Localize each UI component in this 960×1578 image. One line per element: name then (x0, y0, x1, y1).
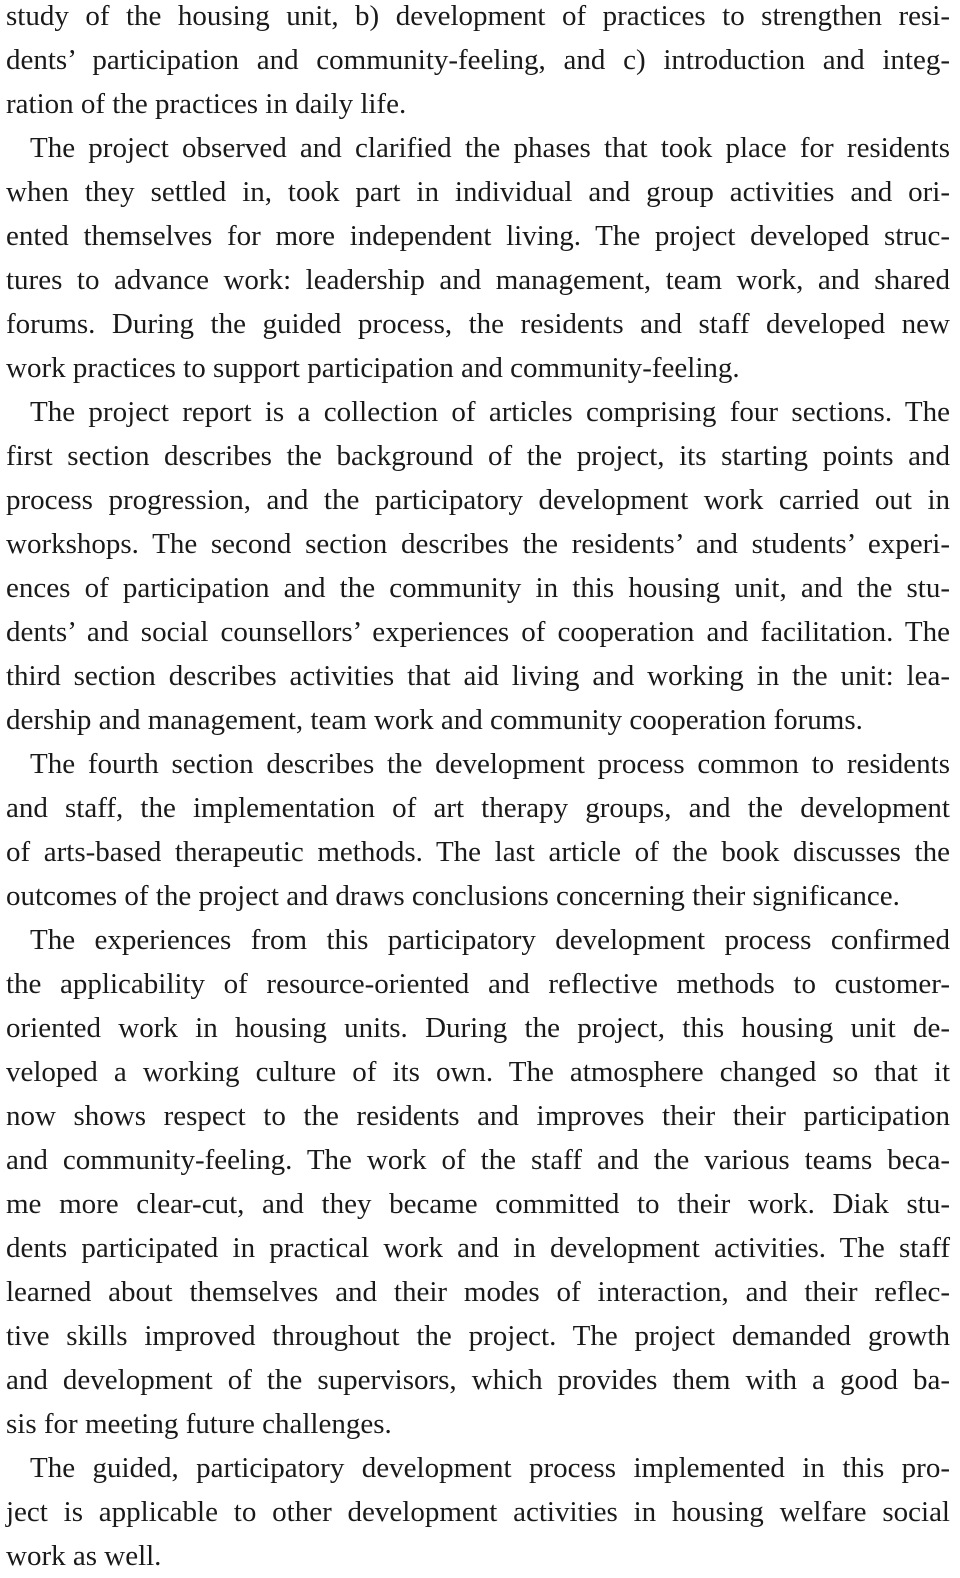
text-line: dents’ participation and community-feeling, and c) introduction and integ- (6, 44, 950, 76)
text-line: The project observed and clarified the phases that took place for residents (30, 132, 950, 164)
text-line: The fourth section describes the development process common to residents (30, 748, 950, 780)
text-line: and community-feeling. The work of the staff and the various teams beca- (6, 1144, 950, 1176)
text-line: now shows respect to the residents and improves their their participation (6, 1100, 950, 1132)
text-line: sis for meeting future challenges. (6, 1408, 392, 1440)
text-line: and staff, the implementation of art therapy groups, and the development (6, 792, 950, 824)
text-line: oriented work in housing units. During the project, this housing unit de- (6, 1012, 950, 1044)
text-line: ented themselves for more independent living. The project developed struc- (6, 220, 950, 252)
paragraph-6 (0, 1446, 960, 1578)
text-line: third section describes activities that aid living and working in the unit: lea- (6, 660, 950, 692)
text-line: The project report is a collection of articles comprising four sections. The (30, 396, 950, 428)
text-line: tures to advance work: leadership and management, team work, and shared (6, 264, 950, 296)
text-line: of arts-based therapeutic methods. The last article of the book discusses the (6, 836, 950, 868)
text-line: and development of the supervisors, which provides them with a good ba- (6, 1364, 950, 1396)
text-line: process progression, and the participatory development work carried out in (6, 484, 950, 516)
text-line: forums. During the guided process, the residents and staff developed new (6, 308, 950, 340)
paragraph-3 (0, 390, 960, 742)
text-line: tive skills improved throughout the project. The project demanded growth (6, 1320, 950, 1352)
text-line: study of the housing unit, b) development of practices to strengthen resi- (6, 0, 950, 32)
text-line: when they settled in, took part in individual and group activities and ori- (6, 176, 950, 208)
text-line: the applicability of resource-oriented and reflective methods to customer- (6, 968, 950, 1000)
text-line: work as well. (6, 1540, 162, 1572)
paragraph-2 (0, 126, 960, 390)
text-line: work practices to support participation and community-feeling. (6, 352, 740, 384)
text-line: dents’ and social counsellors’ experiences of cooperation and facilitation. The (6, 616, 950, 648)
text-line: ration of the practices in daily life. (6, 88, 407, 120)
text-line: learned about themselves and their modes of interaction, and their reflec- (6, 1276, 950, 1308)
paragraph-1 (0, 0, 960, 126)
text-line: me more clear-cut, and they became committed to their work. Diak stu- (6, 1188, 950, 1220)
text-line: The experiences from this participatory development process confirmed (30, 924, 950, 956)
text-line: ences of participation and the community in this housing unit, and the stu- (6, 572, 950, 604)
text-line: workshops. The second section describes the residents’ and students’ experi- (6, 528, 950, 560)
text-line: ject is applicable to other development activities in housing welfare social (6, 1496, 950, 1528)
text-line: The guided, participatory development process implemented in this pro- (30, 1452, 950, 1484)
text-line: outcomes of the project and draws conclusions concerning their significance. (6, 880, 900, 912)
text-line: veloped a working culture of its own. The atmosphere changed so that it (6, 1056, 950, 1088)
text-line: first section describes the background of the project, its starting points and (6, 440, 950, 472)
text-line: dership and management, team work and community cooperation forums. (6, 704, 863, 736)
paragraph-4 (0, 742, 960, 918)
text-line: dents participated in practical work and in development activities. The staff (6, 1232, 950, 1264)
paragraph-5 (0, 918, 960, 1446)
